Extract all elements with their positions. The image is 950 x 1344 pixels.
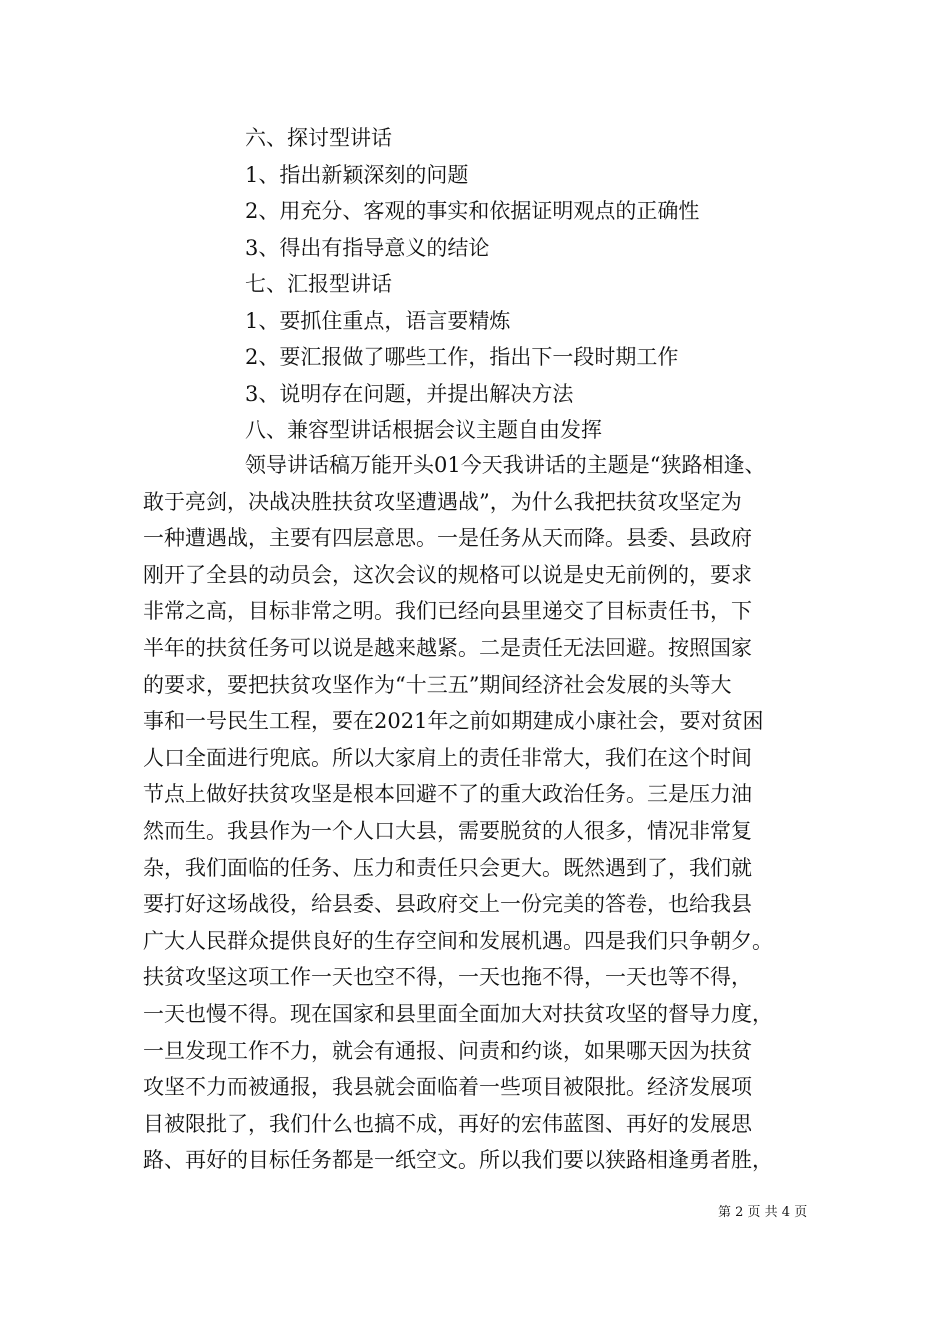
speech-type-outline — [245, 120, 885, 449]
outline-heading-report: 七、汇报型讲话 — [245, 272, 392, 296]
paragraph-line: 目被限批了，我们什么也搞不成，再好的宏伟蓝图、再好的发展思 — [143, 1111, 752, 1136]
paragraph-line: 非常之高，目标非常之明。我们已经向县里递交了目标责任书，下 — [143, 599, 752, 624]
paragraph-line: 扶贫攻坚这项工作一天也空不得，一天也拖不得，一天也等不得， — [143, 965, 752, 990]
paragraph-line: 领导讲话稿万能开头01今天我讲话的主题是“狭路相逢、 — [245, 453, 766, 477]
outline-item: 2、要汇报做了哪些工作，指出下一段时期工作 — [245, 345, 679, 369]
paragraph-line: 的要求，要把扶贫攻坚作为“十三五”期间经济社会发展的头等大 — [143, 672, 732, 697]
paragraph-line: 事和一号民生工程，要在2021年之前如期建成小康社会，要对贫困 — [143, 709, 764, 734]
paragraph-line: 杂，我们面临的任务、压力和责任只会更大。既然遇到了，我们就 — [143, 855, 752, 880]
paragraph-line: 节点上做好扶贫攻坚是根本回避不了的重大政治任务。三是压力油 — [143, 782, 752, 807]
outline-item: 3、说明存在问题，并提出解决方法 — [245, 381, 574, 406]
paragraph-line: 一旦发现工作不力，就会有通报、问责和约谈，如果哪天因为扶贫 — [143, 1038, 752, 1063]
paragraph-line: 一天也慢不得。现在国家和县里面全面加大对扶贫攻坚的督导力度， — [143, 1001, 773, 1026]
paragraph-line: 要打好这场战役，给县委、县政府交上一份完美的答卷，也给我县 — [143, 892, 752, 917]
paragraph-line: 敢于亮剑，决战决胜扶贫攻坚遭遇战”，为什么我把扶贫攻坚定为 — [143, 489, 742, 514]
page-number-footer: 第 2 页 共 4 页 — [718, 1205, 808, 1220]
paragraph-line: 一种遭遇战，主要有四层意思。一是任务从天而降。县委、县政府 — [143, 526, 752, 551]
paragraph-line: 然而生。我县作为一个人口大县，需要脱贫的人很多，情况非常复 — [143, 818, 752, 843]
outline-item: 1、指出新颖深刻的问题 — [245, 162, 469, 187]
paragraph-line: 路、再好的目标任务都是一纸空文。所以我们要以狭路相逢勇者胜， — [143, 1148, 773, 1173]
speech-opening-paragraph — [143, 447, 833, 1179]
outline-item: 3、得出有指导意义的结论 — [245, 235, 490, 260]
outline-item: 1、要抓住重点，语言要精炼 — [245, 308, 511, 333]
paragraph-line: 攻坚不力而被通报，我县就会面临着一些项目被限批。经济发展项 — [143, 1075, 752, 1100]
paragraph-line: 人口全面进行兜底。所以大家肩上的责任非常大，我们在这个时间 — [143, 745, 752, 770]
outline-heading-compatible: 八、兼容型讲话根据会议主题自由发挥 — [245, 418, 602, 442]
paragraph-line: 半年的扶贫任务可以说是越来越紧。二是责任无法回避。按照国家 — [143, 635, 752, 660]
paragraph-line: 广大人民群众提供良好的生存空间和发展机遇。四是我们只争朝夕。 — [143, 928, 773, 953]
outline-item: 2、用充分、客观的事实和依据证明观点的正确性 — [245, 199, 700, 223]
outline-heading-discussion: 六、探讨型讲话 — [245, 126, 392, 150]
paragraph-line: 刚开了全县的动员会，这次会议的规格可以说是史无前例的，要求 — [143, 562, 752, 587]
